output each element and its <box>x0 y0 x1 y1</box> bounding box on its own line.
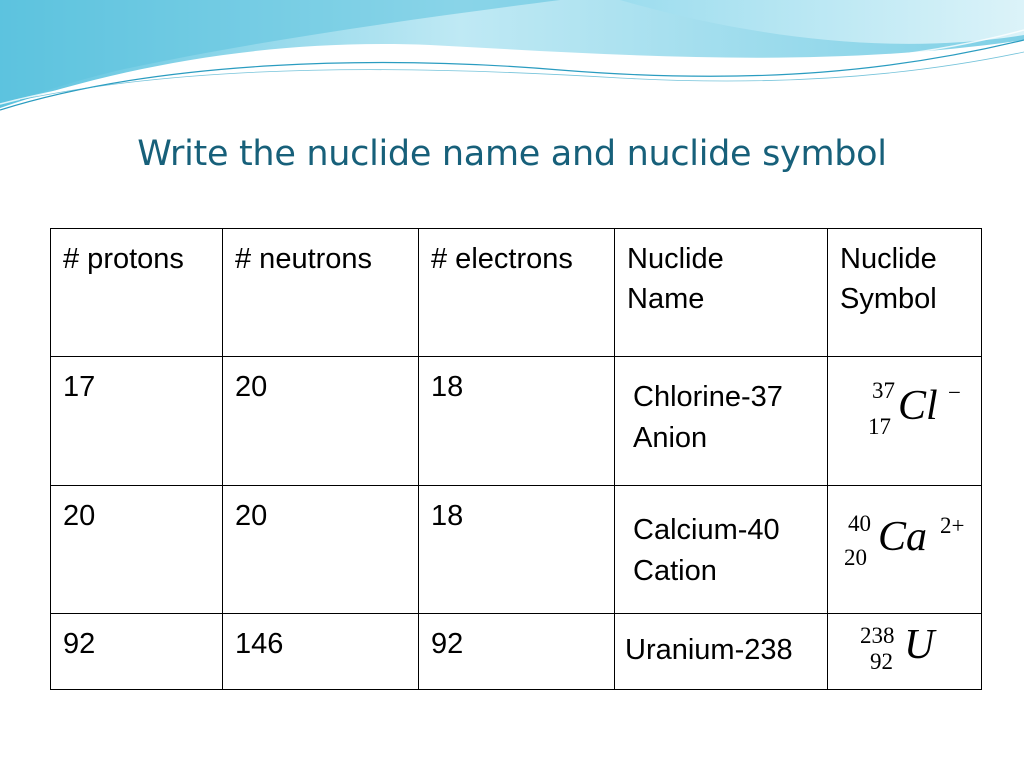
atomic-number: 20 <box>844 545 867 570</box>
mass-number: 40 <box>848 511 871 536</box>
mass-number: 37 <box>872 378 895 403</box>
element-symbol: U <box>904 622 935 668</box>
cell-nuclide-name: Calcium-40 Cation <box>633 514 780 587</box>
element-symbol: Cl <box>898 383 938 429</box>
cell-nuclide-name: Chlorine-37 Anion <box>633 381 783 454</box>
header-nuclide-name: Nuclide Name <box>627 243 724 315</box>
cell-nuclide-name: Uranium-238 <box>625 634 793 666</box>
nuclide-table <box>50 228 982 690</box>
table-row <box>51 614 982 690</box>
charge: − <box>948 380 961 405</box>
table-header-row <box>51 229 982 357</box>
cell-neutrons: 146 <box>235 628 284 660</box>
charge: 2+ <box>940 513 965 538</box>
cell-neutrons: 20 <box>235 371 268 403</box>
slide-title: Write the nuclide name and nuclide symbol <box>137 134 887 174</box>
cell-protons: 92 <box>63 628 96 660</box>
cell-protons: 20 <box>63 500 96 532</box>
atomic-number: 17 <box>868 414 891 439</box>
header-electrons: # electrons <box>431 243 573 275</box>
mass-number: 238 <box>860 623 895 648</box>
cell-protons: 17 <box>63 371 96 403</box>
atomic-number: 92 <box>870 649 893 674</box>
header-protons: # protons <box>63 243 184 275</box>
element-symbol: Ca <box>878 514 928 560</box>
header-neutrons: # neutrons <box>235 243 373 275</box>
cell-neutrons: 20 <box>235 500 268 532</box>
cell-electrons: 18 <box>431 371 464 403</box>
table-row <box>51 486 982 614</box>
table-row <box>51 357 982 486</box>
header-wave-decoration <box>0 0 1024 130</box>
cell-electrons: 18 <box>431 500 464 532</box>
cell-electrons: 92 <box>431 628 464 660</box>
header-nuclide-symbol: Nuclide Symbol <box>840 243 937 315</box>
